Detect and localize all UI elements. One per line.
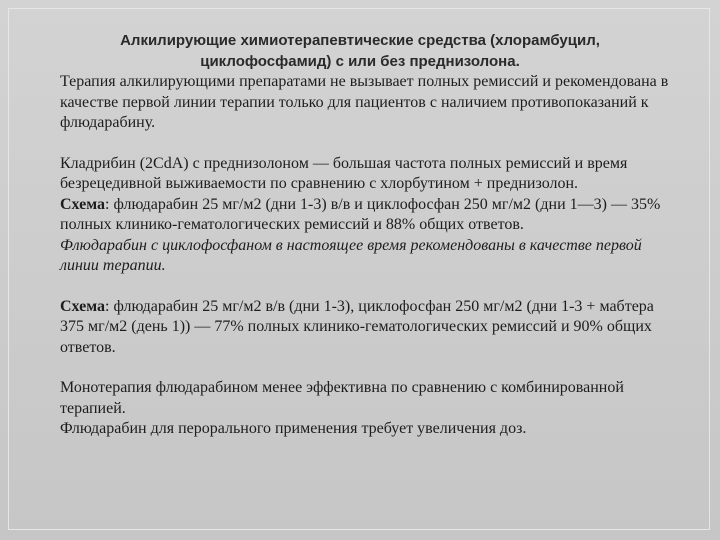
slide-body	[60, 72, 680, 440]
paragraph-monotherapy: Монотерапия флюдарабином менее эффективна по сравнению с комбинированной терапией.	[60, 379, 624, 417]
recommendation-note: Флюдарабин с циклофосфаном в настоящее время рекомендованы в качестве первой линии терапии.	[60, 236, 642, 274]
title-line-1: Алкилирующие химиотерапевтические средства (хлорамбуцил,	[120, 32, 600, 49]
scheme-label: Схема	[60, 297, 106, 315]
scheme-fcr-text: : флюдарабин 25 мг/м2 в/в (дни 1-3), циклофосфан 250 мг/м2 (дни 1-3 + мабтера 375 мг/м2 (день 1)) — 77% полных клинико-гематологических ремиссий и 90% общих ответов.	[60, 297, 654, 356]
scheme-label: Схема	[60, 195, 106, 213]
paragraph-gap	[60, 277, 680, 297]
scheme-fcr	[60, 297, 680, 359]
scheme-fc-text: : флюдарабин 25 мг/м2 (дни 1-3) в/в и циклофосфан 250 мг/м2 (дни 1—3) — 35% полных клинико-гематологических ремиссий и 88% общих ответов.	[60, 195, 661, 233]
scheme-fc	[60, 195, 680, 236]
paragraph-gap	[60, 134, 680, 154]
paragraph-alkylating-therapy: Терапия алкилирующими препаратами не вызывает полных ремиссий и рекомендована в качестве первой линии терапии только для пациентов с наличием противопоказаний к флюдарабину.	[60, 73, 669, 131]
paragraph-cladribine: Кладрибин (2CdA) с преднизолоном — большая частота полных ремиссий и время безрецедивной выживаемости по сравнению с хлорбутином + преднизолон.	[60, 154, 628, 192]
slide-title	[60, 30, 660, 72]
paragraph-oral-fludarabine: Флюдарабин для перорального применения требует увеличения доз.	[60, 420, 527, 437]
title-line-2: циклофосфамид) с или без преднизолона.	[200, 53, 520, 70]
paragraph-gap	[60, 358, 680, 378]
